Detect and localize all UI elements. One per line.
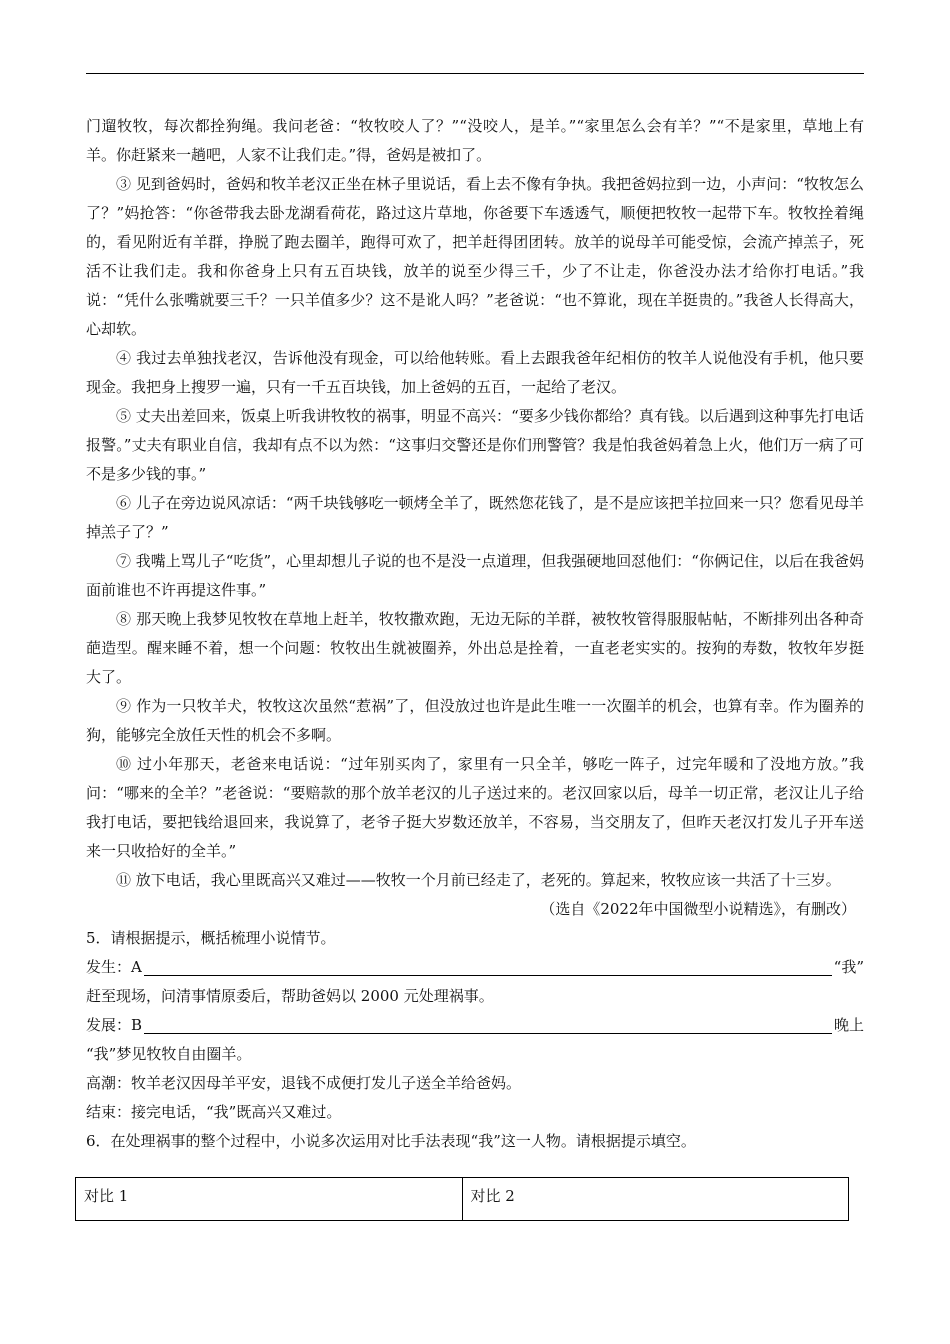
q5-develop-row bbox=[86, 1011, 864, 1040]
story-paragraph: ⑪ 放下电话，我心里既高兴又难过——牧牧一个月前已经走了，老死的。算起来，牧牧应该一共活了十三岁。 bbox=[116, 871, 841, 889]
header-rule bbox=[86, 73, 864, 74]
q5-occur-row bbox=[86, 953, 864, 982]
story-paragraph: ⑨ 作为一只牧羊犬，牧牧这次虽然“惹祸”了，但没放过也许是此生唯一一次圈羊的机会，也算有幸。作为圈养的狗，能够完全放任天性的机会不多啊。 bbox=[86, 697, 864, 744]
q5-answer-b-blank[interactable] bbox=[144, 1013, 832, 1034]
q5-develop-tail: 晚上 bbox=[833, 1016, 864, 1034]
q5-occur-label: 发生：A bbox=[86, 958, 142, 976]
story-paragraph: ③ 见到爸妈时，爸妈和牧羊老汉正坐在林子里说话，看上去不像有争执。我把爸妈拉到一边，小声问：“牧牧怎么了？”妈抢答：“你爸带我去卧龙湖看荷花，路过这片草地，你爸要下车透透气，顺便把牧牧一起带下车。牧牧拴着绳的，看见附近有羊群，挣脱了跑去圈羊，跑得可欢了，把羊赶得团团转。放羊的说母羊可能受惊，会流产掉羔子，死活不让我们走。我和你爸身上只有五百块钱，放羊的说至少得三千，少了不让走，你爸没办法才给你打电话。”我说：“凭什么张嘴就要三千？一只羊值多少？这不是讹人吗？”老爸说：“也不算讹，现在羊挺贵的。”我爸人长得高大，心却软。 bbox=[86, 175, 864, 338]
story-paragraph: ⑥ 儿子在旁边说风凉话：“两千块钱够吃一顿烤全羊了，既然您花钱了，是不是应该把羊拉回来一只？您看见母羊掉羔子了？” bbox=[86, 494, 864, 541]
question-6-prompt: 6．在处理祸事的整个过程中，小说多次运用对比手法表现“我”这一人物。请根据提示填空。 bbox=[86, 1132, 696, 1150]
story-paragraph: ⑧ 那天晚上我梦见牧牧在草地上赶羊，牧牧撒欢跑，无边无际的羊群，被牧牧管得服服帖帖，不断排列出各种奇葩造型。醒来睡不着，想一个问题：牧牧出生就被圈养，外出总是拴着，一直老老实实的。按狗的寿数，牧牧年岁挺大了。 bbox=[86, 610, 864, 686]
story-paragraph: ④ 我过去单独找老汉，告诉他没有现金，可以给他转账。看上去跟我爸年纪相仿的牧羊人说他没有手机，他只要现金。我把身上搜罗一遍，只有一千五百块钱，加上爸妈的五百，一起给了老汉。 bbox=[86, 349, 864, 396]
comparison-cell-2[interactable]: 对比 2 bbox=[462, 1178, 849, 1220]
q5-ending: 结束：接完电话，“我”既高兴又难过。 bbox=[86, 1103, 342, 1121]
story-paragraph: 门遛牧牧，每次都拴狗绳。我问老爸：“牧牧咬人了？”“没咬人，是羊。”“家里怎么会有羊？”“不是家里，草地上有羊。你赶紧来一趟吧，人家不让我们走。”得，爸妈是被扣了。 bbox=[86, 117, 864, 164]
question-5-prompt: 5．请根据提示，概括梳理小说情节。 bbox=[86, 929, 336, 947]
story-source: （选自《2022年中国微型小说精选》，有删改） bbox=[540, 900, 856, 918]
q5-develop-label: 发展：B bbox=[86, 1016, 143, 1034]
story-paragraph: ⑤ 丈夫出差回来，饭桌上听我讲牧牧的祸事，明显不高兴：“要多少钱你都给？真有钱。以后遇到这种事先打电话报警。”丈夫有职业自信，我却有点不以为然：“这事归交警还是你们刑警管？我是怕我爸妈着急上火，他们万一病了可不是多少钱的事。” bbox=[86, 407, 864, 483]
document-body bbox=[86, 112, 864, 1156]
q5-develop-continuation: “我”梦见牧牧自由圈羊。 bbox=[86, 1045, 252, 1063]
comparison-cell-1[interactable]: 对比 1 bbox=[84, 1187, 129, 1205]
q5-answer-a-blank[interactable] bbox=[144, 955, 832, 976]
q5-occur-tail: “我” bbox=[833, 958, 864, 976]
q5-occur-continuation: 赶至现场，问清事情原委后，帮助爸妈以 2000 元处理祸事。 bbox=[86, 987, 494, 1005]
q5-climax: 高潮：牧羊老汉因母羊平安，退钱不成便打发儿子送全羊给爸妈。 bbox=[86, 1074, 522, 1092]
story-paragraph: ⑦ 我嘴上骂儿子“吃货”，心里却想儿子说的也不是没一点道理，但我强硬地回怼他们：“你俩记住，以后在我爸妈面前谁也不许再提这件事。” bbox=[86, 552, 864, 599]
comparison-table bbox=[75, 1177, 849, 1221]
story-paragraph: ⑩ 过小年那天，老爸来电话说：“过年别买肉了，家里有一只全羊，够吃一阵子，过完年暖和了没地方放。”我问：“哪来的全羊？”老爸说：“要赔款的那个放羊老汉的儿子送过来的。老汉回家以后，母羊一切正常，老汉让儿子给我打电话，要把钱给退回来，我说算了，老爷子挺大岁数还放羊，不容易，当交朋友了，但昨天老汉打发儿子开车送来一只收拾好的全羊。” bbox=[86, 755, 864, 860]
